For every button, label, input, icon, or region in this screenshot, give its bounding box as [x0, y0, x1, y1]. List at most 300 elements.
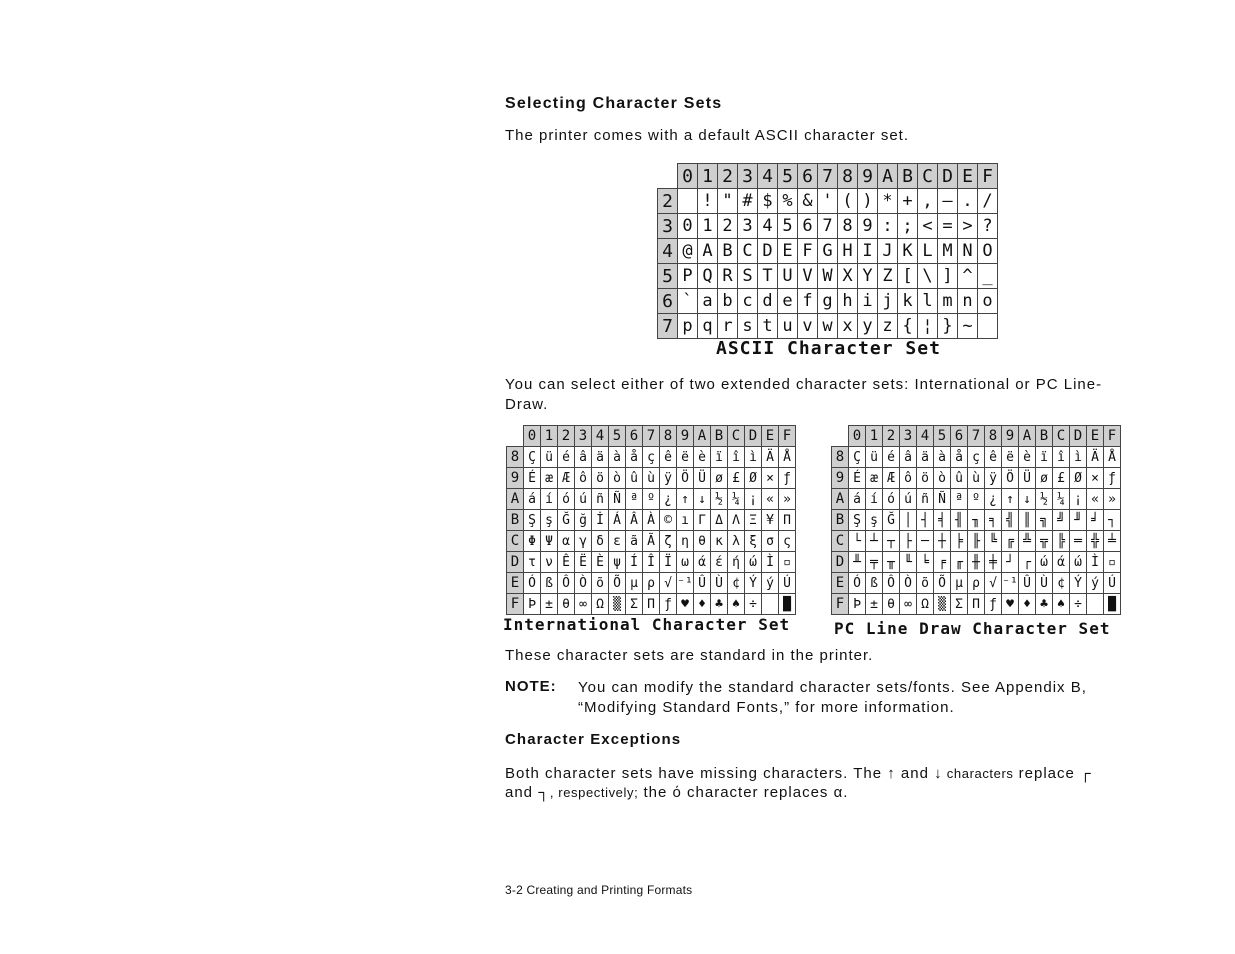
character-cell: Å	[779, 447, 796, 468]
character-cell: Ğ	[883, 510, 900, 531]
character-cell: Ğ	[558, 510, 575, 531]
character-cell: »	[779, 489, 796, 510]
ascii-table-figure	[657, 163, 998, 339]
character-cell: 7	[818, 214, 838, 239]
character-cell: ┘	[1002, 552, 1019, 573]
character-cell: î	[728, 447, 745, 468]
character-cell: ƒ	[1104, 468, 1121, 489]
character-cell: £	[728, 468, 745, 489]
character-cell: ╬	[1087, 531, 1104, 552]
character-cell: ┬	[883, 531, 900, 552]
character-cell: Ü	[1019, 468, 1036, 489]
column-header: D	[1070, 426, 1087, 447]
character-cell: s	[738, 314, 758, 339]
character-cell: ;	[898, 214, 918, 239]
standard-sets-paragraph: These character sets are standard in the printer.	[505, 647, 874, 664]
column-header: 6	[626, 426, 643, 447]
character-cell: È	[592, 552, 609, 573]
character-cell: }	[938, 314, 958, 339]
character-cell: ↑	[1002, 489, 1019, 510]
character-cell: ρ	[968, 573, 985, 594]
character-cell: ~	[958, 314, 978, 339]
column-header: F	[978, 164, 998, 189]
table-corner	[832, 426, 849, 447]
column-header: 9	[1002, 426, 1019, 447]
character-cell: έ	[711, 552, 728, 573]
row-header: 8	[507, 447, 524, 468]
character-cell: ï	[711, 447, 728, 468]
character-cell: ç	[643, 447, 660, 468]
character-cell: q	[698, 314, 718, 339]
character-cell: ά	[1053, 552, 1070, 573]
character-cell: G	[818, 239, 838, 264]
character-cell: 3	[738, 214, 758, 239]
character-cell: ∞	[575, 594, 592, 615]
column-header: C	[918, 164, 938, 189]
character-cell: l	[918, 289, 938, 314]
character-cell: b	[718, 289, 738, 314]
character-cell: ╖	[968, 510, 985, 531]
character-cell: █	[779, 594, 796, 615]
character-cell: L	[918, 239, 938, 264]
character-cell: I	[858, 239, 878, 264]
row-header: 4	[658, 239, 678, 264]
character-cell: õ	[917, 573, 934, 594]
column-header: C	[1053, 426, 1070, 447]
character-cell: ▒	[609, 594, 626, 615]
character-cell: ø	[1036, 468, 1053, 489]
character-cell: ú	[575, 489, 592, 510]
character-cell: ⁻¹	[677, 573, 694, 594]
character-cell: Z	[878, 264, 898, 289]
character-cell: ╫	[968, 552, 985, 573]
character-cell: ♠	[728, 594, 745, 615]
character-cell: J	[878, 239, 898, 264]
character-cell: )	[858, 189, 878, 214]
character-cell: ¼	[1053, 489, 1070, 510]
character-cell: 1	[698, 214, 718, 239]
character-cell: Ω	[917, 594, 934, 615]
character-cell: %	[778, 189, 798, 214]
character-cell: Ä	[762, 447, 779, 468]
character-cell: Ý	[1070, 573, 1087, 594]
character-cell: İ	[592, 510, 609, 531]
character-cell: ¼	[728, 489, 745, 510]
character-cell: t	[758, 314, 778, 339]
character-cell: ñ	[592, 489, 609, 510]
row-header: 9	[832, 468, 849, 489]
character-cell: ö	[917, 468, 934, 489]
character-cell: Á	[609, 510, 626, 531]
character-cell: √	[660, 573, 677, 594]
character-cell: ÿ	[660, 468, 677, 489]
character-cell: =	[938, 214, 958, 239]
character-cell: z	[878, 314, 898, 339]
note-line-2: “Modifying Standard Fonts,” for more information.	[578, 699, 955, 716]
character-cell: Ö	[677, 468, 694, 489]
character-cell: `	[678, 289, 698, 314]
extended-intro-paragraph: You can select either of two extended character sets: International or PC Line-Draw.	[505, 376, 1103, 413]
character-cell: ╞	[951, 531, 968, 552]
character-cell: –	[938, 189, 958, 214]
character-cell: ♣	[711, 594, 728, 615]
character-cell: k	[898, 289, 918, 314]
character-cell: ┼	[934, 531, 951, 552]
column-header: 0	[678, 164, 698, 189]
character-cell: ü	[541, 447, 558, 468]
character-cell: ?	[978, 214, 998, 239]
column-header: E	[762, 426, 779, 447]
character-cell: d	[758, 289, 778, 314]
character-cell: ↑	[677, 489, 694, 510]
character-cell: ╣	[1002, 510, 1019, 531]
character-cell: v	[798, 314, 818, 339]
character-cell: «	[1087, 489, 1104, 510]
table-row	[832, 489, 1121, 510]
character-cell: u	[778, 314, 798, 339]
row-header: C	[832, 531, 849, 552]
column-header: 8	[660, 426, 677, 447]
character-cell: Φ	[524, 531, 541, 552]
character-cell: å	[626, 447, 643, 468]
character-cell: ]	[938, 264, 958, 289]
character-cell: p	[678, 314, 698, 339]
character-cell: !	[698, 189, 718, 214]
character-cell: ╝	[1053, 510, 1070, 531]
column-header: 1	[866, 426, 883, 447]
character-cell: N	[958, 239, 978, 264]
character-cell: ╓	[951, 552, 968, 573]
column-header: B	[711, 426, 728, 447]
character-cell: Õ	[609, 573, 626, 594]
character-cell: Ì	[1087, 552, 1104, 573]
character-cell: _	[978, 264, 998, 289]
column-header: D	[745, 426, 762, 447]
character-cell: ╕	[985, 510, 1002, 531]
character-cell: λ	[728, 531, 745, 552]
character-cell: Ş	[524, 510, 541, 531]
character-cell: Ò	[575, 573, 592, 594]
character-cell: A	[698, 239, 718, 264]
column-header: 4	[917, 426, 934, 447]
character-cell: Ë	[575, 552, 592, 573]
character-cell: ╚	[985, 531, 1002, 552]
exceptions-line-1	[505, 764, 1165, 784]
column-header: 8	[838, 164, 858, 189]
character-cell: æ	[866, 468, 883, 489]
character-cell: ü	[866, 447, 883, 468]
character-cell: ╠	[1053, 531, 1070, 552]
character-cell: K	[898, 239, 918, 264]
character-cell: Ì	[762, 552, 779, 573]
character-cell: ë	[677, 447, 694, 468]
character-cell: ν	[541, 552, 558, 573]
row-header: 8	[832, 447, 849, 468]
character-cell: ö	[592, 468, 609, 489]
character-cell: Π	[968, 594, 985, 615]
character-cell: ╪	[985, 552, 1002, 573]
character-cell: Ω	[592, 594, 609, 615]
table-row	[658, 214, 998, 239]
column-header: A	[694, 426, 711, 447]
column-header: 0	[524, 426, 541, 447]
column-header: 7	[968, 426, 985, 447]
character-cell	[1087, 594, 1104, 615]
character-cell: ê	[985, 447, 1002, 468]
character-cell: B	[718, 239, 738, 264]
character-cell: $	[758, 189, 778, 214]
character-cell: └	[849, 531, 866, 552]
row-header: F	[832, 594, 849, 615]
character-cell	[978, 314, 998, 339]
character-cell: γ	[575, 531, 592, 552]
exceptions-replaces: character replaces	[681, 784, 834, 801]
character-cell: Ò	[900, 573, 917, 594]
character-cell: ╛	[1087, 510, 1104, 531]
character-cell: ╔	[1002, 531, 1019, 552]
exceptions-text: Both character sets have missing characters. The	[505, 765, 888, 782]
character-cell: c	[738, 289, 758, 314]
character-cell: M	[938, 239, 958, 264]
row-header: 2	[658, 189, 678, 214]
character-cell: ▫	[779, 552, 796, 573]
character-cell: ε	[609, 531, 626, 552]
exceptions-and: and	[895, 765, 935, 782]
character-cell: e	[778, 289, 798, 314]
column-header: A	[878, 164, 898, 189]
corner-glyph-1: ┌	[1080, 765, 1092, 782]
character-cell: O	[978, 239, 998, 264]
character-cell: Ó	[524, 573, 541, 594]
column-header: 2	[718, 164, 738, 189]
character-cell: ▒	[934, 594, 951, 615]
character-cell: â	[575, 447, 592, 468]
column-header: D	[938, 164, 958, 189]
character-cell: ò	[609, 468, 626, 489]
pc-line-draw-character-table	[831, 425, 1121, 615]
character-cell	[678, 189, 698, 214]
character-cell: ╥	[883, 552, 900, 573]
character-cell: (	[838, 189, 858, 214]
character-cell: Λ	[728, 510, 745, 531]
character-cell: û	[626, 468, 643, 489]
character-cell: µ	[951, 573, 968, 594]
character-cell: ┴	[866, 531, 883, 552]
character-cell: Y	[858, 264, 878, 289]
exceptions-line-2	[505, 783, 848, 803]
column-header: 1	[541, 426, 558, 447]
character-cell: 9	[858, 214, 878, 239]
character-cell: á	[849, 489, 866, 510]
note-line-1: You can modify the standard character sets/fonts. See Appendix B,	[578, 679, 1087, 696]
character-cell: ë	[1002, 447, 1019, 468]
row-header: 5	[658, 264, 678, 289]
column-header: F	[779, 426, 796, 447]
character-cell: Σ	[951, 594, 968, 615]
character-cell: ώ	[1070, 552, 1087, 573]
character-cell: Ã	[643, 531, 660, 552]
character-cell: ┤	[917, 510, 934, 531]
character-cell: Ş	[849, 510, 866, 531]
character-cell: ÷	[745, 594, 762, 615]
character-cell: F	[798, 239, 818, 264]
character-cell: ó	[883, 489, 900, 510]
character-cell: ù	[968, 468, 985, 489]
character-cell: Í	[626, 552, 643, 573]
exceptions-replace: replace	[1013, 765, 1081, 782]
exceptions-period: .	[843, 784, 849, 801]
table-row	[507, 468, 796, 489]
character-cell: 8	[838, 214, 858, 239]
character-cell: █	[1104, 594, 1121, 615]
character-cell: ì	[745, 447, 762, 468]
character-cell: D	[758, 239, 778, 264]
table-row	[507, 594, 796, 615]
character-cell: á	[524, 489, 541, 510]
character-cell: ╤	[866, 552, 883, 573]
international-character-table	[506, 425, 796, 615]
omicron-glyph: ό	[672, 784, 682, 801]
table-row	[832, 468, 1121, 489]
character-cell: û	[951, 468, 968, 489]
character-cell: Ñ	[609, 489, 626, 510]
column-header: B	[1036, 426, 1053, 447]
table-row	[832, 447, 1121, 468]
character-cell: ∞	[900, 594, 917, 615]
character-cell: >	[958, 214, 978, 239]
character-cell: θ	[883, 594, 900, 615]
exceptions-characters: characters	[942, 766, 1014, 781]
character-cell: Δ	[711, 510, 728, 531]
character-cell: Ï	[660, 552, 677, 573]
character-cell: ß	[866, 573, 883, 594]
character-cell: ╜	[1070, 510, 1087, 531]
character-cell: R	[718, 264, 738, 289]
table-row	[832, 552, 1121, 573]
character-cell: é	[558, 447, 575, 468]
character-cell: ¿	[985, 489, 1002, 510]
character-cell: ô	[575, 468, 592, 489]
column-header: 7	[643, 426, 660, 447]
column-header: E	[1087, 426, 1104, 447]
character-cell: ├	[900, 531, 917, 552]
character-cell: ê	[660, 447, 677, 468]
row-header: 6	[658, 289, 678, 314]
character-cell: 6	[798, 214, 818, 239]
character-cell: {	[898, 314, 918, 339]
table-row	[658, 289, 998, 314]
character-cell: ╒	[934, 552, 951, 573]
character-cell: ╦	[1036, 531, 1053, 552]
character-cell: ƒ	[660, 594, 677, 615]
character-cell: À	[643, 510, 660, 531]
character-cell: ¥	[762, 510, 779, 531]
character-cell: ╨	[849, 552, 866, 573]
character-cell: ♠	[1053, 594, 1070, 615]
character-cell: ♦	[1019, 594, 1036, 615]
table-row	[832, 510, 1121, 531]
exceptions-the: the	[638, 784, 673, 801]
down-arrow-glyph: ↓	[934, 765, 943, 782]
character-cell: ¿	[660, 489, 677, 510]
character-cell: τ	[524, 552, 541, 573]
character-cell: ×	[762, 468, 779, 489]
character-cell: ï	[1036, 447, 1053, 468]
character-cell: ╡	[934, 510, 951, 531]
column-header: 2	[558, 426, 575, 447]
character-cell: É	[524, 468, 541, 489]
table-row	[658, 314, 998, 339]
character-cell: ä	[592, 447, 609, 468]
pcline-table-figure	[831, 425, 1121, 615]
character-cell: ς	[779, 531, 796, 552]
character-cell: Â	[626, 510, 643, 531]
character-cell: µ	[626, 573, 643, 594]
character-cell: Ú	[779, 573, 796, 594]
character-cell: æ	[541, 468, 558, 489]
character-cell: Ù	[1036, 573, 1053, 594]
character-cell	[762, 594, 779, 615]
character-cell: í	[866, 489, 883, 510]
character-cell: ¡	[745, 489, 762, 510]
character-cell: ƒ	[985, 594, 1002, 615]
character-cell: θ	[558, 594, 575, 615]
row-header: 7	[658, 314, 678, 339]
character-cell: g	[818, 289, 838, 314]
character-cell: η	[677, 531, 694, 552]
table-row	[507, 573, 796, 594]
character-cell: '	[818, 189, 838, 214]
character-cell: ±	[866, 594, 883, 615]
character-cell: ª	[626, 489, 643, 510]
row-header: E	[507, 573, 524, 594]
international-caption: International Character Set	[503, 615, 791, 634]
character-cell: à	[934, 447, 951, 468]
row-header: B	[832, 510, 849, 531]
character-cell: ρ	[643, 573, 660, 594]
character-cell: ó	[558, 489, 575, 510]
character-cell: Û	[694, 573, 711, 594]
character-cell: è	[694, 447, 711, 468]
character-cell: ▫	[1104, 552, 1121, 573]
row-header: 3	[658, 214, 678, 239]
character-cell: :	[878, 214, 898, 239]
character-cell: ñ	[917, 489, 934, 510]
character-cell: Γ	[694, 510, 711, 531]
character-cell: ╘	[917, 552, 934, 573]
character-cell: θ	[694, 531, 711, 552]
column-header: C	[728, 426, 745, 447]
character-cell: o	[978, 289, 998, 314]
character-cell: Ê	[558, 552, 575, 573]
pcline-caption: PC Line Draw Character Set	[834, 619, 1111, 638]
intro-paragraph: The printer comes with a default ASCII character set.	[505, 127, 909, 144]
ascii-character-table	[657, 163, 998, 339]
character-cell: å	[951, 447, 968, 468]
character-cell: V	[798, 264, 818, 289]
character-cell: É	[849, 468, 866, 489]
table-row	[832, 573, 1121, 594]
table-corner	[658, 164, 678, 189]
exceptions-title: Character Exceptions	[505, 731, 682, 748]
character-cell: Æ	[558, 468, 575, 489]
character-cell: Õ	[934, 573, 951, 594]
table-row	[658, 239, 998, 264]
character-cell: .	[958, 189, 978, 214]
character-cell: Î	[643, 552, 660, 573]
character-cell: &	[798, 189, 818, 214]
character-cell: Ô	[883, 573, 900, 594]
